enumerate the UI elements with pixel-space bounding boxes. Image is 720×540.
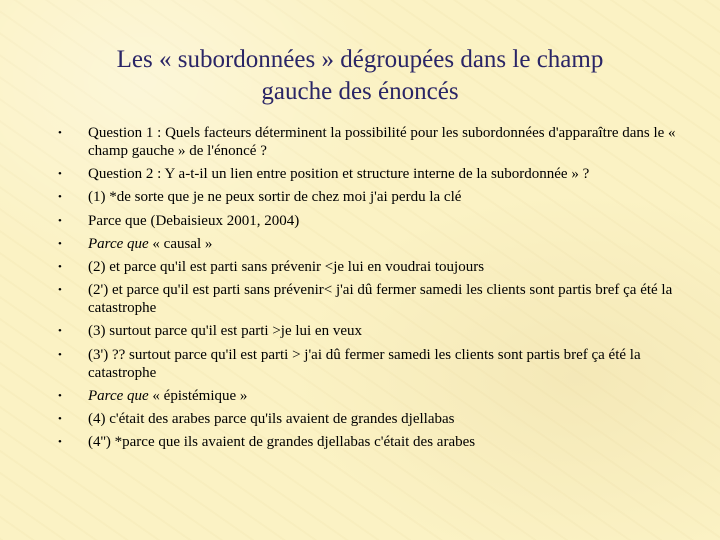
list-item xyxy=(52,433,682,451)
bullet-icon: • xyxy=(58,325,62,338)
item-text: (2') et parce qu'il est parti sans prévenir< j'ai dû fermer samedi les clients sont partis bref ça été la catastrophe xyxy=(88,282,673,317)
bullet-icon: • xyxy=(58,412,62,425)
item-text: Question 2 : Y a-t-il un lien entre position et structure interne de la subordonnée » ? xyxy=(88,166,590,183)
bullet-icon: • xyxy=(58,168,62,181)
item-text: « épistémique » xyxy=(148,387,248,404)
item-text: (3') ?? surtout parce qu'il est parti > j'ai dû fermer samedi les clients sont partis bref ça été la catastrophe xyxy=(88,346,641,381)
bullet-icon: • xyxy=(58,191,62,204)
item-text: Parce que (Debaisieux 2001, 2004) xyxy=(88,212,300,229)
bullet-icon: • xyxy=(58,260,62,273)
bullet-icon: • xyxy=(58,389,62,402)
bullet-icon: • xyxy=(58,127,62,139)
item-text: (3) surtout parce qu'il est parti >je lui en veux xyxy=(88,323,362,340)
slide-title-line-1: Les « subordonnées » dégroupées dans le champ xyxy=(116,46,604,73)
item-text: (2) et parce qu'il est parti sans prévenir <je lui en voudrai toujours xyxy=(88,258,485,275)
list-item xyxy=(52,124,682,160)
slide-title xyxy=(60,44,660,108)
list-item xyxy=(52,322,682,340)
item-text: Question 1 : Quels facteurs déterminent la possibilité pour les subordonnées d'apparaître dans le « champ gauche » de l'énoncé ? xyxy=(88,125,676,159)
item-text: « causal » xyxy=(148,235,213,252)
list-item xyxy=(52,258,682,276)
bullet-icon: • xyxy=(58,237,62,250)
list-item xyxy=(52,387,682,405)
bullet-icon: • xyxy=(58,436,62,449)
item-text: (4'') *parce que ils avaient de grandes djellabas c'était des arabes xyxy=(88,434,476,451)
list-item xyxy=(52,410,682,428)
bullet-icon: • xyxy=(58,348,62,361)
list-item xyxy=(52,281,682,317)
item-text-italic: Parce que xyxy=(88,235,149,252)
bullet-icon: • xyxy=(58,284,62,297)
bullet-list xyxy=(52,124,682,456)
slide-title-line-2: gauche des énoncés xyxy=(261,78,459,105)
list-item xyxy=(52,165,682,183)
list-item xyxy=(52,235,682,253)
bullet-icon: • xyxy=(58,214,62,227)
list-item xyxy=(52,212,682,230)
list-item xyxy=(52,346,682,382)
list-item xyxy=(52,188,682,206)
item-text: (4) c'était des arabes parce qu'ils avaient de grandes djellabas xyxy=(88,410,455,427)
item-text: (1) *de sorte que je ne peux sortir de chez moi j'ai perdu la clé xyxy=(88,189,462,206)
item-text-italic: Parce que xyxy=(88,387,149,404)
